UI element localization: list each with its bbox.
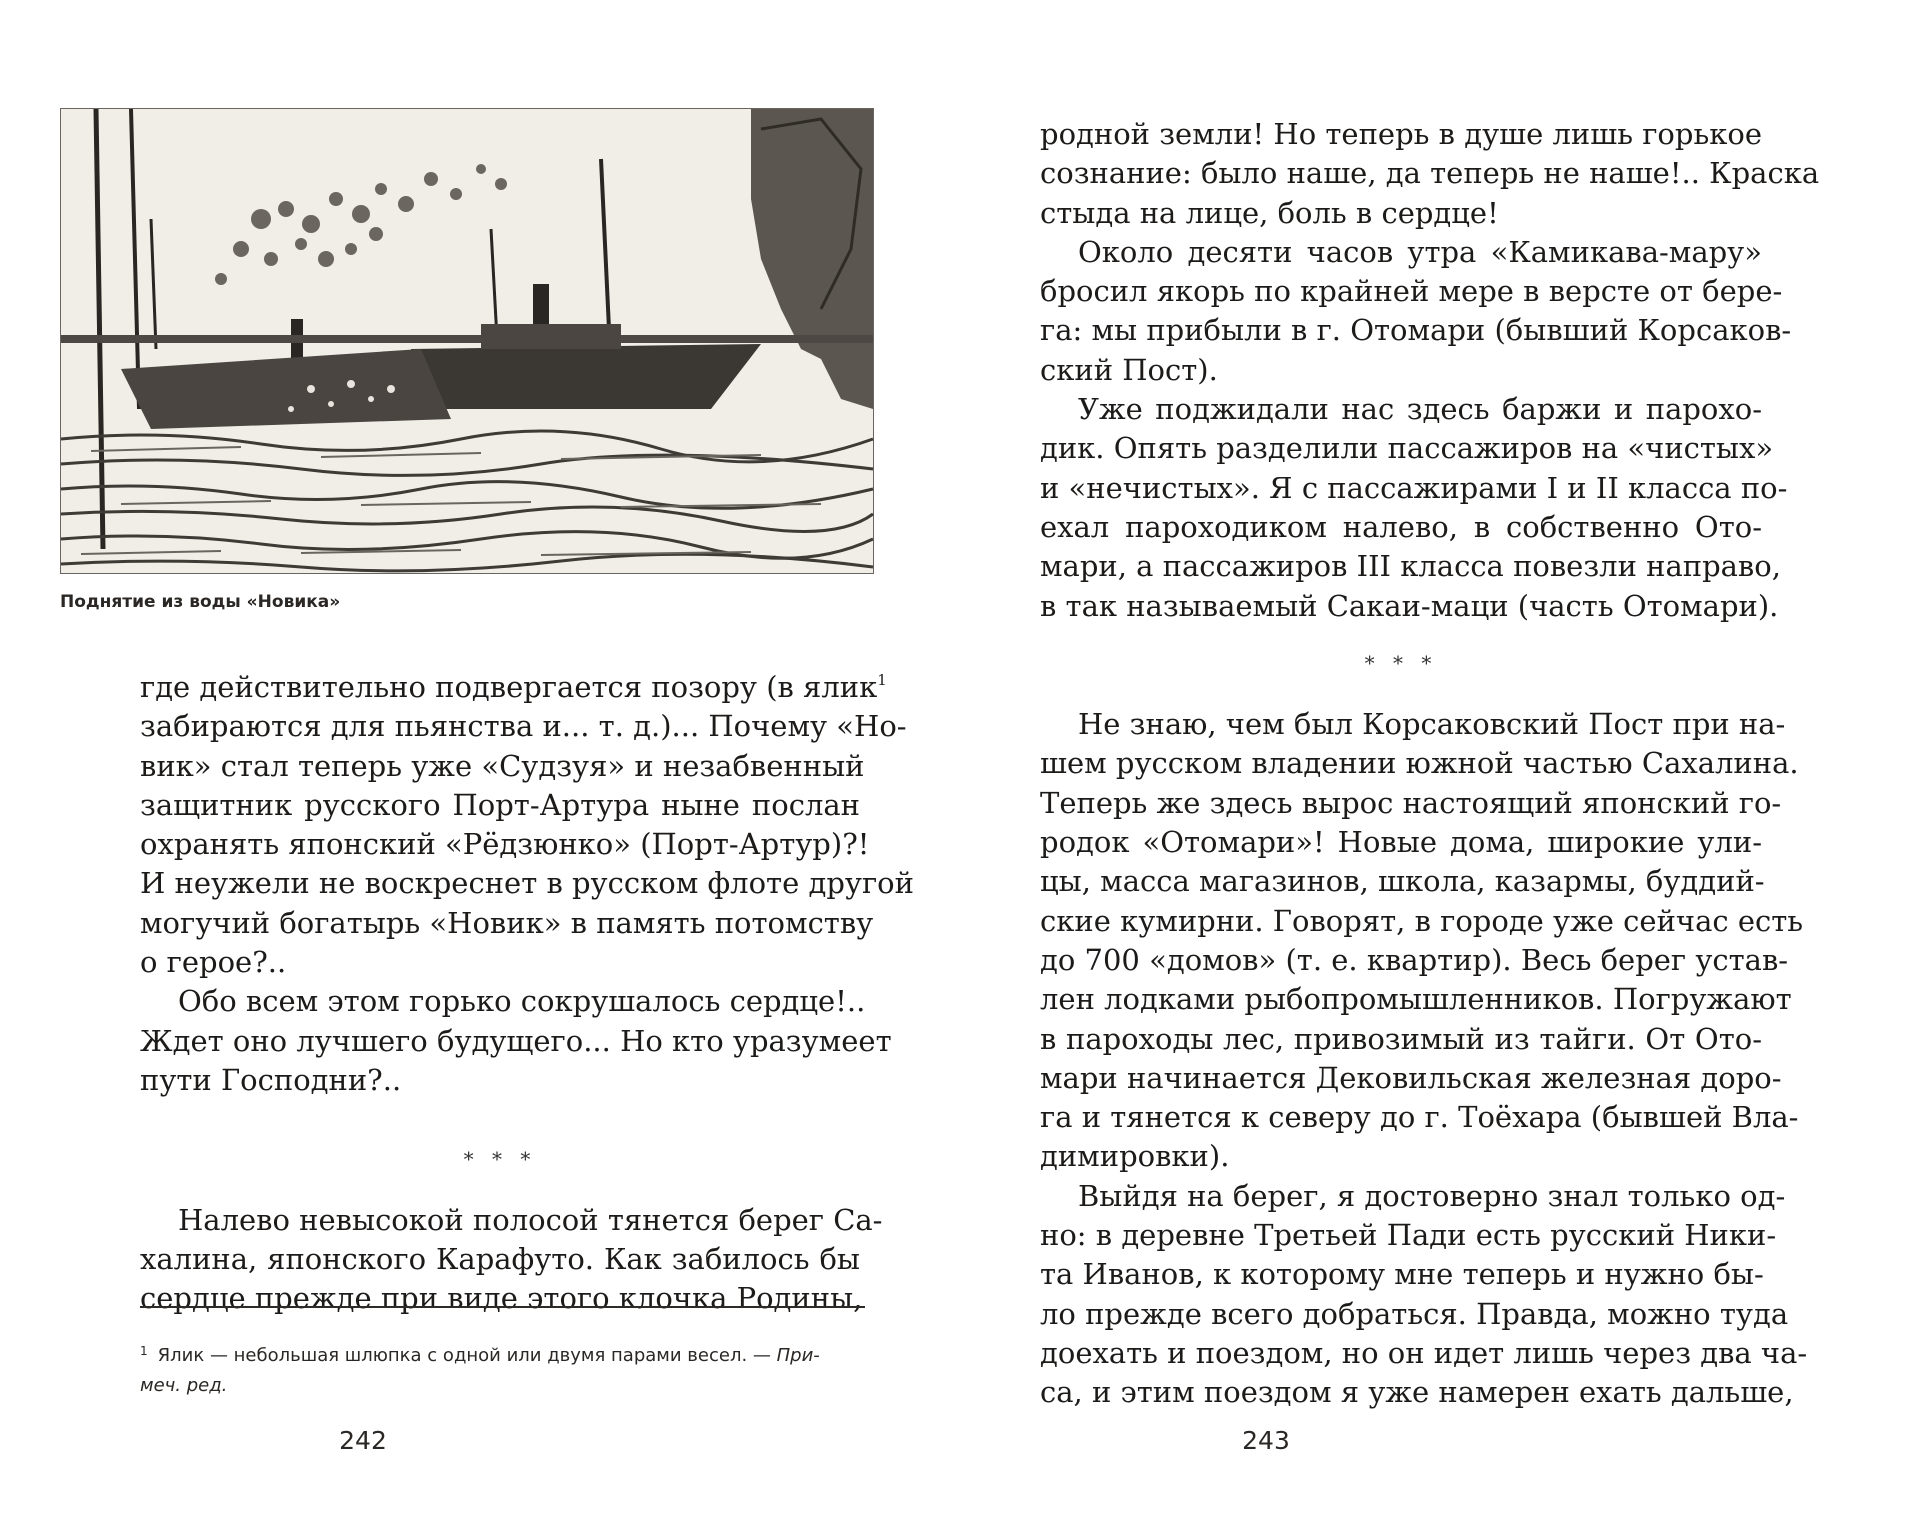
text-line: о герое?.. bbox=[140, 945, 287, 980]
text-line: И неужели не воскреснет в русском флоте другой bbox=[140, 866, 914, 901]
text-line: родной земли! Но теперь в душе лишь горькое bbox=[1040, 117, 1762, 151]
text-line: забираются для пьянства и... т. д.)... Почему «Но- bbox=[140, 709, 907, 744]
text-line: лен лодками рыбопромышленников. Погружают bbox=[1040, 982, 1792, 1017]
text-line: Выйдя на берег, я достоверно знал только од- bbox=[1078, 1178, 1786, 1213]
text-line: Теперь же здесь вырос настоящий японский го- bbox=[1040, 785, 1782, 820]
text-line: дик. Опять разделили пассажиров на «чистых» bbox=[1040, 431, 1774, 466]
text-line: цы, масса магазинов, школа, казармы, буддий- bbox=[1040, 864, 1765, 899]
text-line: в так называемый Сакаи-маци (часть Отомари). bbox=[1040, 588, 1779, 623]
text-line: сердце прежде при виде этого клочка Родины, bbox=[140, 1281, 863, 1316]
footnote: $^1$ Ялик — небольшая шлюпка с одной или двумя парами весел. — При- меч. ред. bbox=[140, 1344, 820, 1396]
text-line: Около десяти часов утра «Камикава-мару» bbox=[1078, 234, 1762, 269]
text-line: ло прежде всего добраться. Правда, можно туда bbox=[1040, 1296, 1789, 1331]
text-line: димировки). bbox=[1040, 1139, 1230, 1174]
footnote-mark: 1 bbox=[140, 1344, 148, 1358]
right-page bbox=[960, 0, 1920, 1540]
page-number-right: 243 bbox=[1242, 1426, 1290, 1455]
text-line: до 700 «домов» (т. е. квартир). Весь берег устав- bbox=[1040, 942, 1789, 977]
text-line: где действительно подвергается позору (в ялик$^1$ bbox=[140, 670, 887, 704]
text-line: Ждет оно лучшего будущего... Но кто уразумеет bbox=[140, 1023, 892, 1058]
text-line: халина, японского Карафуто. Как забилось бы bbox=[140, 1242, 860, 1277]
section-separator: * * * bbox=[1364, 650, 1438, 675]
text-line: ехал пароходиком налево, в собственно Ото- bbox=[1040, 509, 1762, 544]
text-line: га: мы прибыли в г. Отомари (бывший Корсаков- bbox=[1040, 313, 1792, 348]
text-line: охранять японский «Рёдзюнко» (Порт-Артур)?! bbox=[140, 827, 870, 862]
text-line: стыда на лице, боль в сердце! bbox=[1040, 195, 1499, 230]
text-line: Налево невысокой полосой тянется берег Са- bbox=[178, 1202, 883, 1237]
left-body-text bbox=[140, 668, 914, 1319]
text-line: Обо всем этом горько сокрушалось сердце!.. bbox=[178, 984, 866, 1019]
text-line: и «нечистых». Я с пассажирами I и II класса по- bbox=[1040, 470, 1788, 505]
section-separator: * * * bbox=[463, 1146, 537, 1171]
text-line: но: в деревне Третьей Пади есть русский Ники- bbox=[1040, 1218, 1777, 1253]
text-line: шем русском владении южной частью Сахалина. bbox=[1040, 746, 1799, 781]
illustration-caption: Поднятие из воды «Новика» bbox=[60, 592, 341, 612]
text-line: Уже поджидали нас здесь баржи и парохо- bbox=[1078, 392, 1762, 427]
text-line: вик» стал теперь уже «Судзуя» и незабвенный bbox=[140, 748, 865, 783]
text-line: га и тянется к северу до г. Тоёхара (бывшей Вла- bbox=[1040, 1100, 1799, 1135]
text-line: доехать и поездом, но он идет лишь через два ча- bbox=[1040, 1335, 1808, 1370]
footnote-reference[interactable]: 1 bbox=[877, 671, 887, 689]
illustration-novik-raising bbox=[60, 108, 874, 574]
text-line: та Иванов, к которому мне теперь и нужно бы- bbox=[1040, 1257, 1764, 1292]
ship-sketch-image bbox=[61, 109, 873, 573]
text-line: ские кумирни. Говорят, в городе уже сейчас есть bbox=[1040, 903, 1804, 938]
footnote-rule bbox=[140, 1306, 865, 1308]
text-line: в пароходы лес, привозимый из тайги. От Ото- bbox=[1040, 1021, 1762, 1056]
right-body-text bbox=[1040, 115, 1820, 1413]
text-line: пути Господни?.. bbox=[140, 1062, 402, 1097]
text-line: бросил якорь по крайней мере в версте от бере- bbox=[1040, 274, 1783, 309]
text-line: родок «Отомари»! Новые дома, широкие ули- bbox=[1040, 825, 1762, 860]
text-line: са, и этим поездом я уже намерен ехать дальше, bbox=[1040, 1375, 1794, 1410]
page-number-left: 242 bbox=[339, 1426, 387, 1455]
text-line: мари, а пассажиров III класса повезли направо, bbox=[1040, 549, 1781, 584]
text-line: могучий богатырь «Новик» в память потомству bbox=[140, 905, 874, 940]
text-line: сознание: было наше, да теперь не наше!.. Краска bbox=[1040, 156, 1820, 191]
text-line: защитник русского Порт-Артура ныне послан bbox=[140, 787, 860, 822]
text-line: мари начинается Дековильская железная доро- bbox=[1040, 1060, 1782, 1095]
text-line: ский Пост). bbox=[1040, 352, 1218, 387]
text-line: Не знаю, чем был Корсаковский Пост при на- bbox=[1078, 707, 1786, 742]
